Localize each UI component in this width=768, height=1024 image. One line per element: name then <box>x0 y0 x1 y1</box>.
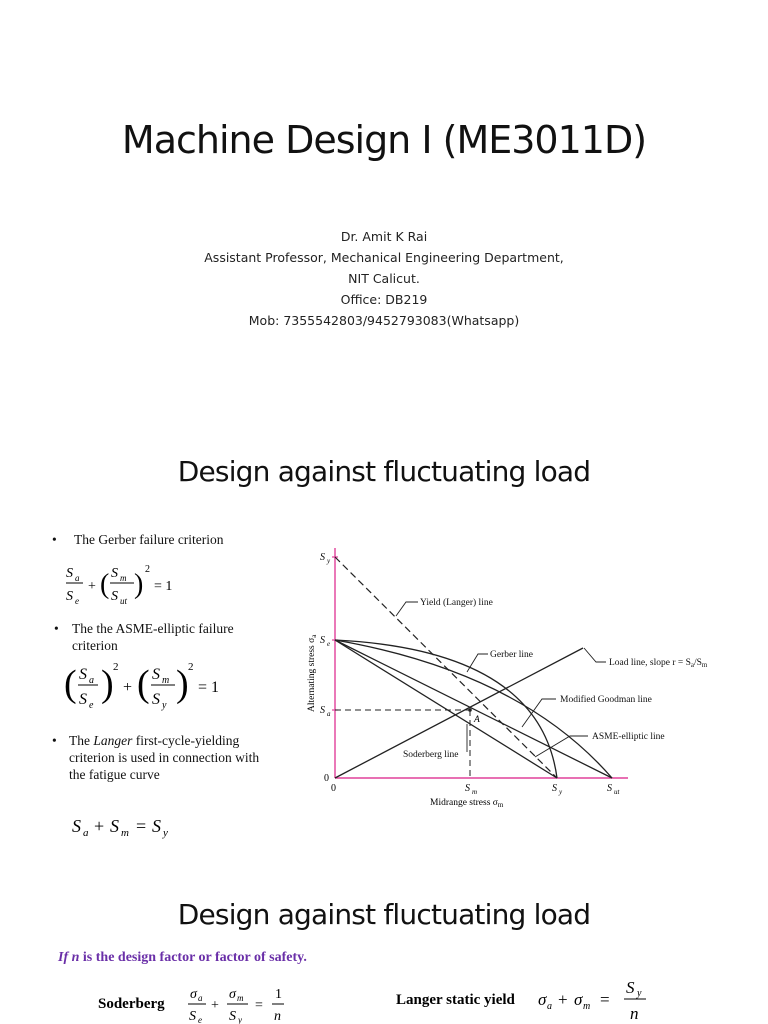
load-line-callout: Load line, slope $r = S_a/S_m$ <box>609 658 708 669</box>
svg-text:=: = <box>255 998 263 1013</box>
bullet-marker: • <box>54 621 59 636</box>
asme-formula <box>64 656 234 714</box>
svg-text:m: m <box>162 675 170 686</box>
svg-text:e: e <box>89 700 94 711</box>
langer-static-yield-equation <box>396 975 686 1024</box>
svg-text:=: = <box>136 816 147 836</box>
tick-x0: 0 <box>331 783 336 794</box>
svg-text:(: ( <box>100 569 110 600</box>
tick-sy-sub: y <box>327 557 331 565</box>
tick-y0: 0 <box>324 773 329 784</box>
gerber-formula <box>64 560 194 606</box>
svg-text:a: a <box>83 827 89 839</box>
svg-text:n: n <box>630 1004 639 1023</box>
svg-text:(: ( <box>137 663 150 705</box>
svg-text:): ) <box>176 663 189 705</box>
langer-pre: The <box>69 733 94 748</box>
svg-text:e: e <box>198 1015 202 1024</box>
svg-text:): ) <box>134 569 144 600</box>
svg-text:σ: σ <box>574 990 583 1009</box>
tick-se: S <box>320 635 325 646</box>
point-a <box>468 708 472 712</box>
svg-text:S: S <box>152 816 161 836</box>
asme-criterion-line1: The the ASME-elliptic failure <box>72 621 234 636</box>
load-line <box>335 648 583 778</box>
svg-text:S: S <box>79 666 87 683</box>
svg-text:2: 2 <box>188 661 194 673</box>
svg-text:+: + <box>94 816 105 836</box>
svg-text:+: + <box>123 679 133 696</box>
svg-text:= 1: = 1 <box>198 679 220 696</box>
svg-text:n: n <box>274 1009 281 1024</box>
svg-text:2: 2 <box>145 564 150 575</box>
svg-text:σ: σ <box>190 987 197 1002</box>
svg-text:S: S <box>152 691 160 708</box>
gerber-criterion-text: The Gerber failure criterion <box>74 532 224 547</box>
langer-post: first-cycle-yielding <box>132 733 240 748</box>
svg-text:S: S <box>66 566 73 581</box>
langer-formula <box>72 812 192 840</box>
svg-text:+: + <box>88 579 96 594</box>
author-name: Dr. Amit K Rai <box>340 229 428 244</box>
slide-title: Machine Design I (ME3011D) <box>121 118 647 162</box>
langer-criterion-line2: criterion is used in connection with <box>69 750 260 765</box>
svg-text:a: a <box>198 993 203 1003</box>
author-designation: Assistant Professor, Mechanical Engineering Department, <box>204 250 564 265</box>
yield-line <box>335 557 557 778</box>
svg-text:): ) <box>101 663 114 705</box>
asme-criterion-line2: criterion <box>72 638 118 653</box>
bullet-marker: • <box>52 733 57 748</box>
svg-text:y: y <box>162 700 167 711</box>
tick-sm-sub: m <box>472 788 478 796</box>
langer-em: Langer <box>93 733 133 748</box>
section-heading-2: Design against fluctuating load <box>177 898 591 931</box>
svg-text:S: S <box>110 816 119 836</box>
svg-text:S: S <box>72 816 81 836</box>
svg-text:σ: σ <box>229 987 236 1002</box>
tick-sa: S <box>320 705 325 716</box>
svg-text:+: + <box>558 990 568 1009</box>
x-axis-label: Midrange stress $\sigma_m$ <box>430 798 504 809</box>
asme-callout: ASME-elliptic line <box>592 732 665 742</box>
svg-text:m: m <box>121 827 129 839</box>
svg-text:=: = <box>600 990 610 1009</box>
author-institute: NIT Calicut. <box>348 271 420 286</box>
author-office: Office: DB219 <box>340 292 428 307</box>
section-heading: Design against fluctuating load <box>177 455 591 488</box>
svg-text:y: y <box>163 827 168 839</box>
fatigue-diagram <box>290 540 740 815</box>
tick-sut: S <box>607 783 612 794</box>
tick-sy: S <box>320 552 325 563</box>
svg-text:2: 2 <box>113 661 119 673</box>
svg-text:+: + <box>211 998 219 1013</box>
svg-text:S: S <box>111 566 118 581</box>
soderberg-label: Soderberg <box>98 996 165 1012</box>
goodman-callout: Modified Goodman line <box>560 695 652 705</box>
tick-sut-sub: ut <box>614 788 620 796</box>
svg-text:m: m <box>583 1001 591 1012</box>
svg-text:σ: σ <box>538 990 547 1009</box>
tick-sy-x-sub: y <box>559 788 563 796</box>
svg-text:S: S <box>626 978 635 997</box>
svg-text:a: a <box>75 573 80 583</box>
yield-callout: Yield (Langer) line <box>420 598 493 608</box>
design-factor-em: If n <box>58 950 80 965</box>
tick-sa-sub: a <box>327 710 331 718</box>
design-factor-note <box>58 950 307 966</box>
langer-static-label: Langer static yield <box>396 992 515 1008</box>
soderberg-equation <box>98 983 298 1024</box>
tick-sm: S <box>465 783 470 794</box>
svg-text:y: y <box>637 988 642 999</box>
svg-text:(: ( <box>64 663 77 705</box>
svg-text:S: S <box>79 691 87 708</box>
svg-text:ut: ut <box>120 596 128 606</box>
author-mobile: Mob: 7355542803/9452793083(Whatsapp) <box>248 313 520 328</box>
svg-text:S: S <box>189 1009 196 1024</box>
svg-text:m: m <box>237 993 244 1003</box>
y-axis-label: Alternating stress $\sigma_a$ <box>307 634 318 712</box>
svg-text:S: S <box>66 589 73 604</box>
svg-text:a: a <box>547 1001 552 1012</box>
svg-text:a: a <box>89 675 94 686</box>
tick-se-sub: e <box>327 640 331 648</box>
svg-text:S: S <box>152 666 160 683</box>
gerber-callout: Gerber line <box>490 650 533 660</box>
svg-text:= 1: = 1 <box>154 579 173 594</box>
langer-criterion-line3: the fatigue curve <box>69 767 160 782</box>
svg-text:1: 1 <box>275 987 282 1002</box>
design-factor-rest: is the design factor or factor of safety. <box>79 950 307 965</box>
langer-criterion-line1 <box>69 732 239 749</box>
svg-text:m: m <box>120 573 127 583</box>
bullet-marker: • <box>52 532 57 547</box>
svg-text:y: y <box>238 1015 242 1024</box>
point-a-label: A <box>474 715 480 725</box>
svg-text:S: S <box>229 1009 236 1024</box>
soderberg-callout: Soderberg line <box>403 750 459 760</box>
tick-sy-x: S <box>552 783 557 794</box>
author-info <box>0 226 768 331</box>
svg-text:e: e <box>75 596 79 606</box>
svg-text:S: S <box>111 589 118 604</box>
